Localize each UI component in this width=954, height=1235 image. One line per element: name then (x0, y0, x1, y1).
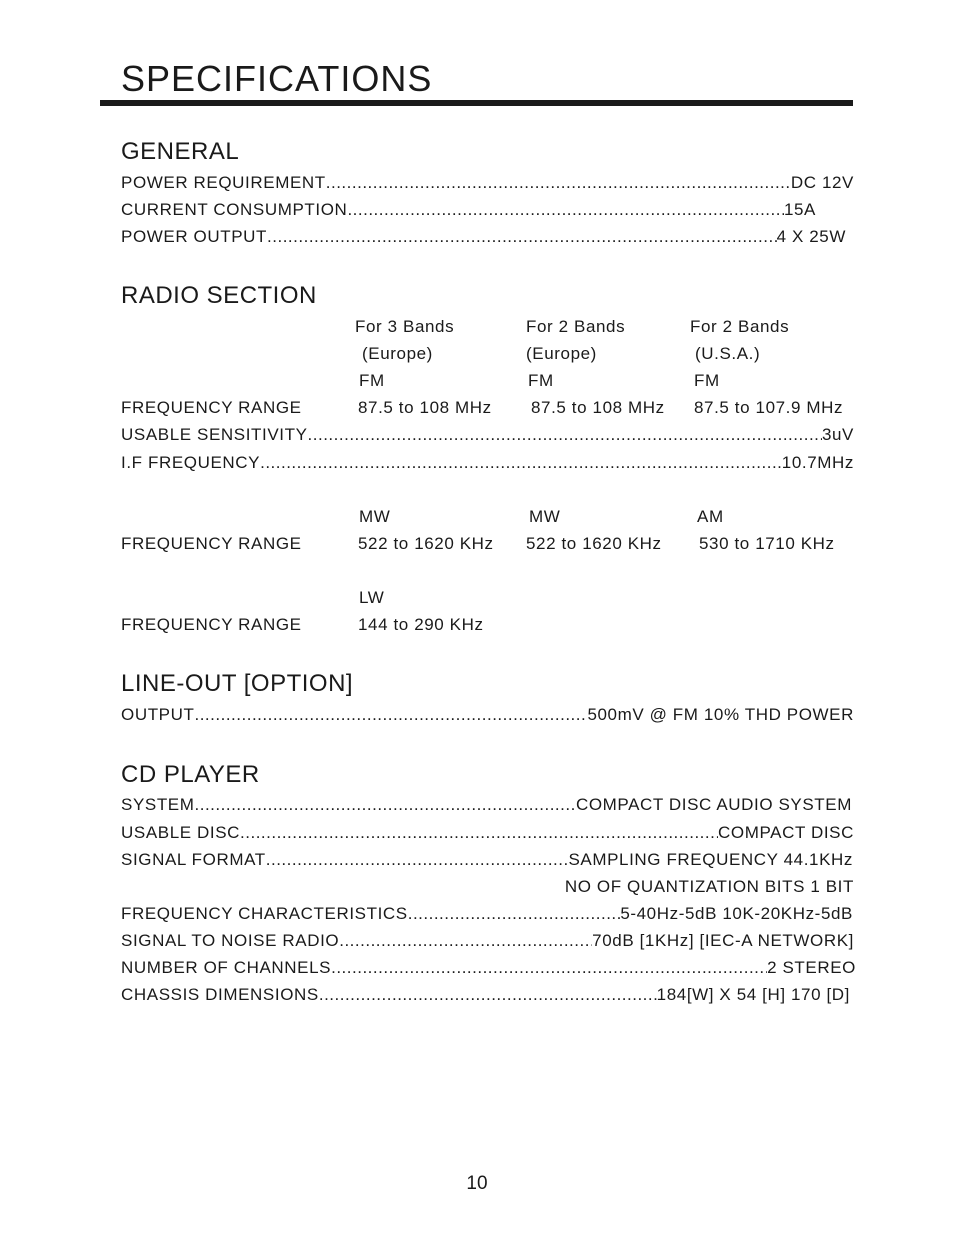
spec-row-signal-format (121, 850, 853, 870)
dot-leader (331, 958, 767, 978)
spec-row-frequency-characteristics (121, 904, 853, 924)
dot-leader (408, 904, 621, 924)
spec-row-power-requirement (121, 173, 854, 193)
dot-leader (195, 795, 576, 815)
spec-row-power-output (121, 227, 846, 247)
spec-label: CURRENT CONSUMPTION (121, 200, 348, 219)
spec-row-current-consumption (121, 200, 816, 220)
dot-leader (326, 173, 791, 193)
col2-header-bands: For 2 Bands (526, 317, 626, 336)
spec-row-number-of-channels (121, 958, 856, 978)
am-freq-col3: 530 to 1710 KHz (699, 534, 835, 553)
spec-value: 4 X 25W (776, 227, 846, 246)
mw-header-col2: MW (529, 507, 561, 526)
col2-header-region: (Europe) (526, 344, 597, 363)
spec-value: 5-40Hz-5dB 10K-20KHz-5dB (620, 904, 853, 923)
spec-row-output (121, 705, 854, 725)
spec-row-chassis-dimensions (121, 985, 850, 1005)
spec-label: SIGNAL FORMAT (121, 850, 266, 869)
dot-leader (319, 985, 657, 1005)
fm-freq-col3: 87.5 to 107.9 MHz (694, 398, 844, 417)
dot-leader (267, 227, 777, 247)
col1-header-region: (Europe) (362, 344, 433, 363)
spec-value: COMPACT DISC AUDIO SYSTEM (575, 795, 852, 814)
spec-label: USABLE SENSITIVITY (121, 425, 308, 444)
spec-label: OUTPUT (121, 705, 195, 724)
title-rule (100, 100, 853, 106)
lineout-heading: LINE-OUT [OPTION] (121, 670, 354, 697)
spec-label: POWER REQUIREMENT (121, 173, 326, 192)
am-header-col3: AM (697, 507, 724, 526)
radio-heading: RADIO SECTION (121, 282, 317, 309)
spec-value: 10.7MHz (781, 453, 854, 472)
spec-value: 500mV @ FM 10% THD POWER (587, 705, 854, 724)
general-heading: GENERAL (121, 138, 240, 165)
spec-value: 2 STEREO (767, 958, 856, 977)
spec-row-signal-to-noise (121, 931, 854, 951)
fm-freq-col1: 87.5 to 108 MHz (358, 398, 492, 417)
mw-freq-col2: 522 to 1620 KHz (526, 534, 662, 553)
spec-row-system (121, 795, 852, 815)
spec-row-usable-sensitivity (121, 425, 854, 445)
dot-leader (266, 850, 569, 870)
dot-leader (339, 931, 592, 951)
spec-label: NUMBER OF CHANNELS (121, 958, 332, 977)
spec-value: SAMPLING FREQUENCY 44.1KHz (568, 850, 853, 869)
spec-label: SIGNAL TO NOISE RADIO (121, 931, 340, 950)
spec-value: 70dB [1KHz] [IEC-A NETWORK] (592, 931, 854, 950)
cd-heading: CD PLAYER (121, 761, 260, 788)
spec-row-usable-disc (121, 823, 854, 843)
col1-header-band: FM (359, 371, 385, 390)
dot-leader (347, 200, 784, 220)
fm-freq-col2: 87.5 to 108 MHz (531, 398, 665, 417)
col3-header-bands: For 2 Bands (690, 317, 790, 336)
spec-label: I.F FREQUENCY (121, 453, 261, 472)
spec-label: POWER OUTPUT (121, 227, 268, 246)
col1-header-bands: For 3 Bands (355, 317, 455, 336)
spec-label: USABLE DISC (121, 823, 241, 842)
dot-leader (260, 453, 782, 473)
dot-leader (194, 705, 587, 725)
lw-freq-col1: 144 to 290 KHz (358, 615, 484, 634)
page-title: SPECIFICATIONS (121, 58, 433, 99)
col2-header-band: FM (528, 371, 554, 390)
lw-header: LW (359, 588, 385, 607)
col3-header-region: (U.S.A.) (695, 344, 761, 363)
spec-value: 3uV (821, 425, 854, 444)
signal-format-value-2: NO OF QUANTIZATION BITS 1 BIT (564, 877, 854, 896)
spec-value: 15A (783, 200, 816, 219)
mw-frequency-range-label: FREQUENCY RANGE (121, 534, 302, 553)
spec-value: 184[W] X 54 [H] 170 [D] (656, 985, 850, 1004)
lw-frequency-range-label: FREQUENCY RANGE (121, 615, 302, 634)
fm-frequency-range-label: FREQUENCY RANGE (121, 398, 302, 417)
spec-row-if-frequency (121, 453, 854, 473)
dot-leader (308, 425, 822, 445)
mw-freq-col1: 522 to 1620 KHz (358, 534, 494, 553)
spec-label: FREQUENCY CHARACTERISTICS (121, 904, 408, 923)
spec-value: DC 12V (790, 173, 854, 192)
spec-value: COMPACT DISC (718, 823, 854, 842)
col3-header-band: FM (694, 371, 720, 390)
mw-header-col1: MW (359, 507, 391, 526)
spec-label: CHASSIS DIMENSIONS (121, 985, 319, 1004)
page-number: 10 (466, 1173, 488, 1194)
dot-leader (240, 823, 718, 843)
spec-label: SYSTEM (121, 795, 195, 814)
